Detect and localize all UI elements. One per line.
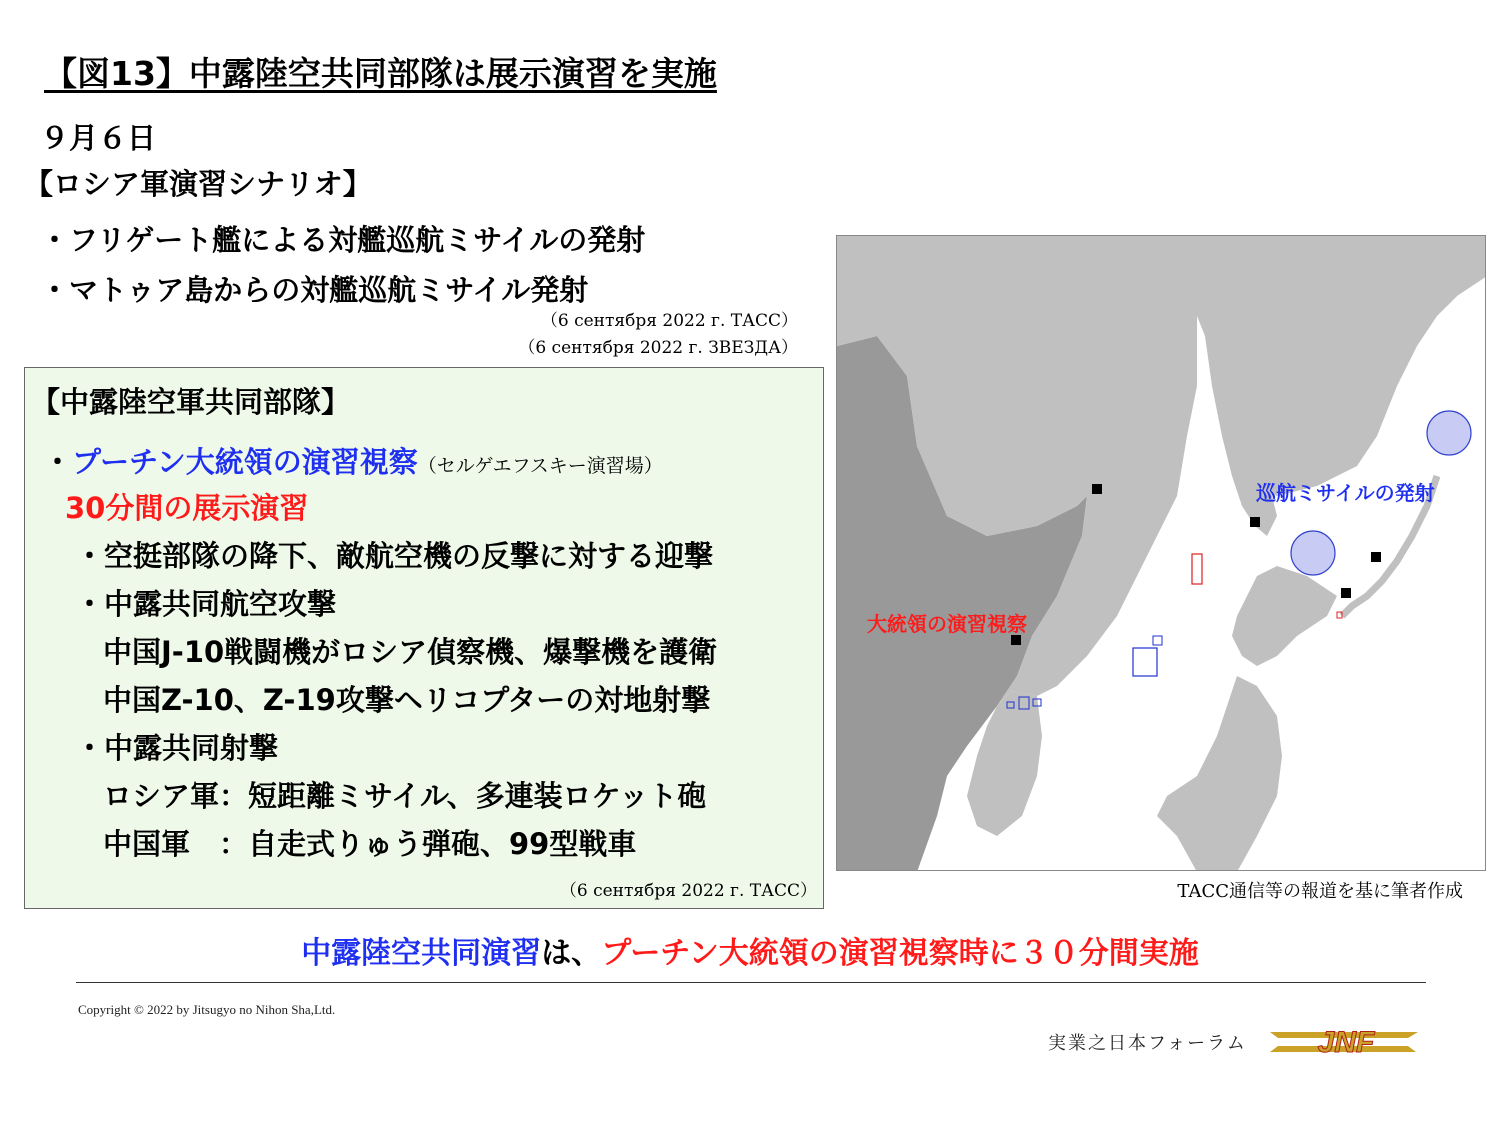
location-marker: [1092, 484, 1102, 494]
duration-text: 30分間の展示演習: [65, 491, 309, 525]
footer-rule: [76, 982, 1426, 983]
blue-zone-box: [1133, 648, 1157, 676]
bullet-mark: ・: [43, 445, 73, 479]
box-line: ・中露共同航空攻撃: [75, 587, 337, 621]
conclusion-part1: 中露陸空共同演習: [301, 936, 542, 971]
box-line: ロシア軍：短距離ミサイル、多連装ロケット砲: [103, 779, 707, 813]
box-line: ・中露共同射撃: [75, 731, 279, 765]
box-line: 中国J-10戦闘機がロシア偵察機、爆撃機を護衛: [103, 635, 718, 669]
putin-inspection: プーチン大統領の演習視察: [72, 445, 418, 479]
blue-zone-box: [1153, 636, 1162, 645]
logo-text: JNF: [1317, 1026, 1375, 1059]
jnf-logo: [1268, 1012, 1423, 1076]
honshu: [1157, 676, 1282, 871]
missile-zone-circle: [1291, 531, 1335, 575]
hokkaido: [1232, 566, 1337, 666]
missile-zone-circle: [1427, 411, 1471, 455]
scenario-bullet: ・フリゲート艦による対艦巡航ミサイルの発射: [40, 223, 646, 257]
missile-launch-label: 巡航ミサイルの発射: [1256, 481, 1435, 505]
jnf-logo-svg: [1268, 1012, 1423, 1072]
date-label: ９月６日: [40, 121, 157, 155]
scenario-bullet: ・マトゥア島からの対艦巡航ミサイル発射: [40, 273, 589, 307]
range-note: （セルゲエフスキー演習場）: [417, 455, 663, 477]
box-line: ・空挺部隊の降下、敵航空機の反撃に対する迎撃: [75, 539, 714, 573]
location-marker: [1341, 588, 1351, 598]
page-title: 【図13】中露陸空共同部隊は展示演習を実施: [44, 54, 717, 93]
box-heading: 【中露陸空軍共同部隊】: [31, 385, 351, 419]
map-credit: TACC通信等の報道を基に筆者作成: [1177, 881, 1463, 902]
red-zone-box: [1192, 554, 1202, 584]
forum-name: 実業之日本フォーラム: [1048, 1033, 1247, 1054]
map-svg: [837, 236, 1486, 871]
box-line: 中国軍 ：自走式りゅう弾砲、99型戦車: [103, 827, 637, 861]
copyright: Copyright © 2022 by Jitsugyo no Nihon Sha,Ltd.: [78, 1002, 336, 1017]
conclusion-part3: プーチン大統領の演習視察時に３０分間実施: [601, 936, 1199, 971]
inspection-label: 大統領の演習視察: [867, 612, 1027, 636]
location-marker: [1371, 552, 1381, 562]
conclusion: [0, 928, 1500, 972]
location-marker: [1250, 517, 1260, 527]
scenario-heading: 【ロシア軍演習シナリオ】: [24, 167, 372, 201]
box-line: 中国Z-10、Z-19攻撃ヘリコプターの対地射撃: [103, 683, 711, 717]
box-source: （6 сентября 2022 г. ТАСС）: [559, 881, 817, 901]
map: [836, 235, 1486, 871]
joint-unit-box: [24, 367, 824, 909]
conclusion-part2: は、: [541, 936, 602, 971]
source-tass: （6 сентября 2022 г. ТАСС）: [540, 311, 798, 331]
source-zvezda: （6 сентября 2022 г. ЗВЕЗДА）: [518, 338, 798, 358]
inspection-line: [43, 440, 663, 481]
